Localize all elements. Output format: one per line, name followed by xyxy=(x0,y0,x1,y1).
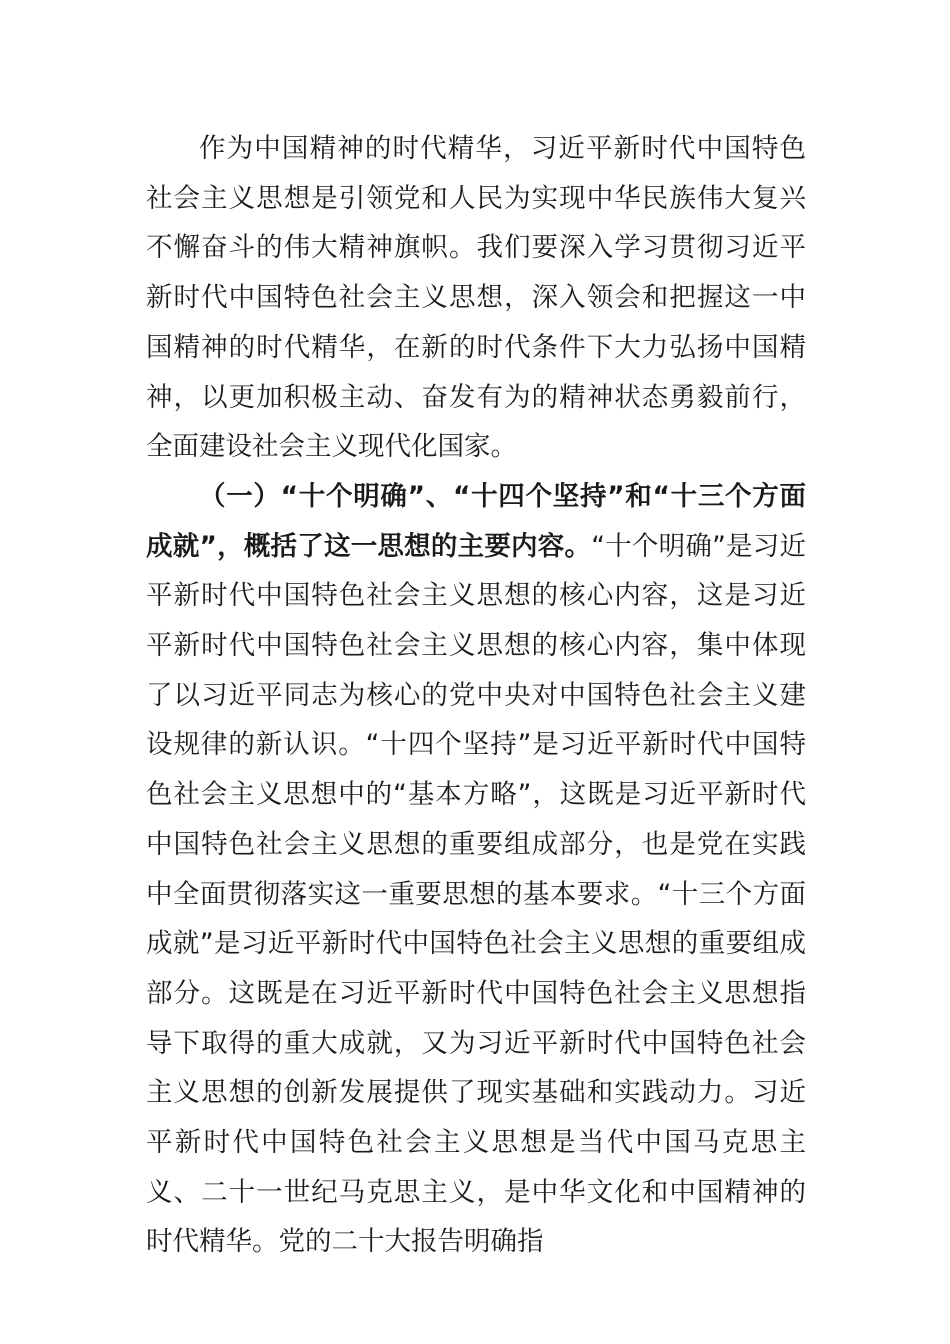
section-body: “十个明确”是习近平新时代中国特色社会主义思想的核心内容，这是习近平新时代中国特色社会主义思想的核心内容，集中体现了以习近平同志为核心的党中央对中国特色社会主义建设规律的新认识。“十四个坚持”是习近平新时代中国特色社会主义思想中的“基本方略”，这既是习近平新时代中国特色社会主义思想的重要组成部分，也是党在实践中全面贯彻落实这一重要思想的基本要求。“十三个方面成就”是习近平新时代中国特色社会主义思想的重要组成部分。这既是在习近平新时代中国特色社会主义思想指导下取得的重大成就，又为习近平新时代中国特色社会主义思想的创新发展提供了现实基础和实践动力。习近平新时代中国特色社会主义思想是当代中国马克思主义、二十一世纪马克思主义，是中华文化和中国精神的时代精华。党的二十大报告明确指 xyxy=(146,530,806,1258)
paragraph-intro: 作为中国精神的时代精华，习近平新时代中国特色社会主义思想是引领党和人民为实现中华民族伟大复兴不懈奋斗的伟大精神旗帜。我们要深入学习贯彻习近平新时代中国特色社会主义思想，深入领会和把握这一中国精神的时代精华，在新的时代条件下大力弘扬中国精神，以更加积极主动、奋发有为的精神状态勇毅前行，全面建设社会主义现代化国家。 xyxy=(146,133,806,463)
section-heading: （一）“十个明确”、“十四个坚持”和“十三个方面成就”，概括了这一思想的主要内容。 xyxy=(146,480,806,562)
paragraph-section-one xyxy=(146,472,806,1267)
document-page xyxy=(146,124,806,1267)
